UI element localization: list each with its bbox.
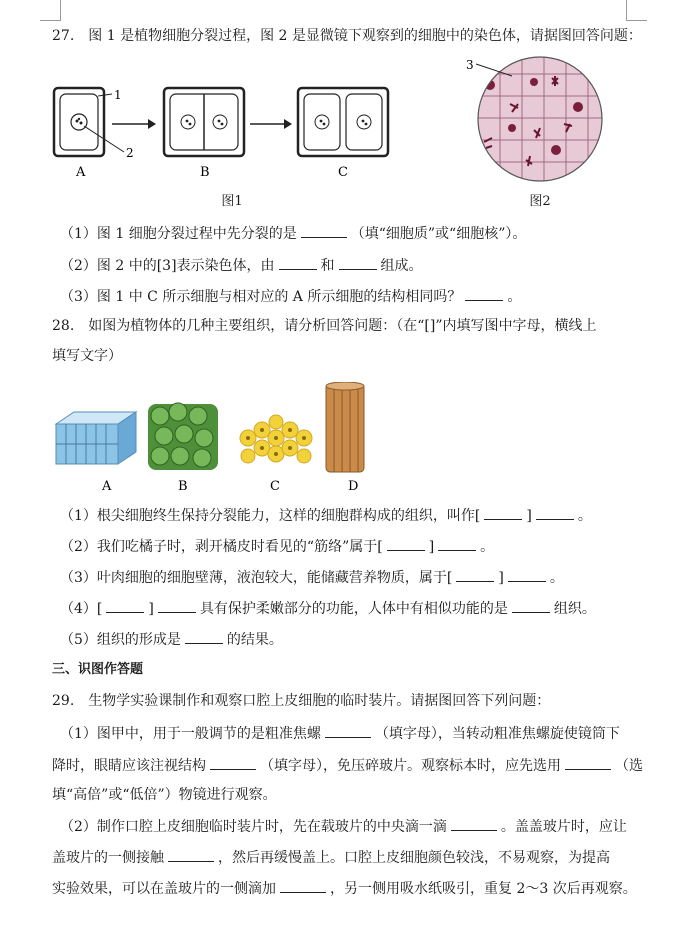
page-corner-mark [626, 0, 647, 21]
figure-2-caption: 图2 [529, 194, 551, 209]
cell-b-label: B [200, 165, 210, 180]
cell-c-diagram [298, 88, 388, 156]
cell-a-label: A [76, 165, 86, 180]
q27-sub2-and: 和 [320, 258, 335, 274]
q29-sub2-line-1 [60, 816, 627, 837]
q28-sub4-text: （4）[ [60, 601, 103, 617]
answer-blank[interactable] [279, 255, 317, 270]
label-2: 2 [126, 146, 134, 160]
q27-sub1-text: （1）图 1 细胞分裂过程中先分裂的是 [60, 226, 297, 242]
page-corner-mark [40, 0, 61, 21]
bracket-close: ] [148, 601, 154, 617]
q29-sub1-line-2 [52, 755, 643, 776]
figure-1-caption: 图1 [221, 194, 243, 209]
bracket-close: ] [498, 570, 504, 586]
arrow-icon [250, 119, 292, 129]
q28-sub2-tail: 。 [480, 539, 495, 555]
q29-stem: 29. 生物学实验课制作和观察口腔上皮细胞的临时装片。请据图回答下列问题： [52, 693, 551, 709]
answer-blank[interactable] [339, 255, 377, 270]
arrow-icon [112, 119, 156, 129]
q27-sub3-tail: 。 [507, 289, 522, 305]
q28-sub3 [60, 567, 564, 588]
label-3: 3 [466, 58, 474, 72]
answer-blank[interactable] [536, 505, 574, 520]
q27-sub3 [60, 286, 521, 307]
tissue-a-image [56, 412, 136, 464]
q28-stem-line-2: 填写文字） [52, 348, 122, 364]
q29-sub1-line-3: 填“高倍”或“低倍”）物镜进行观察。 [52, 787, 277, 803]
answer-blank[interactable] [301, 223, 347, 238]
answer-blank[interactable] [465, 286, 503, 301]
answer-blank[interactable] [210, 755, 256, 770]
q28-sub5 [60, 629, 283, 650]
answer-blank[interactable] [158, 598, 196, 613]
q28-sub3-tail: 。 [549, 570, 564, 586]
label-1: 1 [114, 88, 122, 102]
tissue-d-image [326, 382, 364, 472]
q29-sub2-l2-tail: ，然后再缓慢盖上。口腔上皮细胞颜色较浅，不易观察，为提高 [218, 850, 610, 866]
bracket-close: ] [526, 508, 532, 524]
q29-sub1-text: （1）图甲中，用于一般调节的是粗准焦螺 [60, 726, 321, 742]
q29-sub1-line-1 [60, 723, 620, 744]
answer-blank[interactable] [565, 755, 611, 770]
answer-blank[interactable] [456, 567, 494, 582]
answer-blank[interactable] [387, 536, 425, 551]
q28-sub1-tail: 。 [577, 508, 592, 524]
answer-blank[interactable] [185, 629, 223, 644]
section-heading: 三、识图作答题 [52, 662, 144, 677]
q29-sub2-text: （2）制作口腔上皮细胞临时装片时，先在载玻片的中央滴一滴 [60, 819, 447, 835]
q28-sub4-tail: 组织。 [553, 601, 596, 617]
answer-blank[interactable] [106, 598, 144, 613]
answer-blank[interactable] [484, 505, 522, 520]
q28-sub5-text: （5）组织的形成是 [60, 632, 181, 648]
figure-1-cell-division [50, 80, 400, 180]
q27-sub2 [60, 255, 423, 276]
q28-sub3-text: （3）叶肉细胞的细胞壁薄，液泡较大，能储藏营养物质，属于[ [60, 570, 453, 586]
q28-sub1 [60, 505, 592, 526]
q29-sub2-l3-text: 实验效果，可以在盖玻片的一侧滴加 [52, 881, 276, 897]
tissue-label-d: D [348, 479, 359, 494]
q29-sub1-l2-middle: （填字母），免压碎玻片。观察标本时，应先选用 [260, 758, 561, 774]
q27-sub2-text: （2）图 2 中的[3]表示染色体，由 [60, 258, 275, 274]
q28-sub2 [60, 536, 494, 557]
q29-sub2-line-2 [52, 847, 610, 868]
q28-sub2-text: （2）我们吃橘子时，剥开橘皮时看见的“筋络”属于[ [60, 539, 383, 555]
q29-sub2-tail: 。盖盖玻片时，应让 [500, 819, 627, 835]
q27-sub2-tail: 组成。 [380, 258, 423, 274]
q29-sub1-l2-tail: （选 [615, 758, 643, 774]
q28-sub1-text: （1）根尖细胞终生保持分裂能力，这样的细胞群构成的组织，叫作[ [60, 508, 481, 524]
q29-sub1-tail: （填字母），当转动粗准焦螺旋使镜筒下 [374, 726, 620, 742]
q29-sub2-l3-tail: ，另一侧用吸水纸吸引，重复 2～3 次后再观察。 [330, 881, 637, 897]
q27-sub1 [60, 223, 526, 244]
answer-blank[interactable] [451, 816, 497, 831]
answer-blank[interactable] [438, 536, 476, 551]
q29-sub2-line-3 [52, 878, 637, 899]
answer-blank[interactable] [168, 847, 214, 862]
q28-sub4-middle: 具有保护柔嫩部分的功能，人体中有相似功能的是 [199, 601, 508, 617]
q29-sub1-l2-text: 降时，眼睛应该注视结构 [52, 758, 206, 774]
answer-blank[interactable] [512, 598, 550, 613]
q29-sub2-l2-text: 盖玻片的一侧接触 [52, 850, 164, 866]
tissue-label-b: B [178, 479, 188, 494]
q27-stem: 27. 图 1 是植物细胞分裂过程，图 2 是显微镜下观察到的细胞中的染色体，请据图回答问题： [52, 28, 642, 44]
tissue-label-a: A [102, 479, 112, 494]
q28-stem-line-1: 28. 如图为植物体的几种主要组织，请分析回答问题：（在“[]”内填写图中字母，横线上 [52, 318, 597, 334]
figure-2-micrograph [460, 52, 610, 187]
cell-b-diagram [164, 88, 244, 156]
q27-sub1-hint: （填“细胞质”或“细胞核”）。 [350, 226, 527, 242]
bracket-close: ] [428, 539, 435, 555]
q28-sub5-tail: 的结果。 [226, 632, 283, 648]
tissue-label-c: C [270, 479, 280, 494]
tissue-c-image [240, 415, 312, 463]
q27-sub3-text: （3）图 1 中 C 所示细胞与相对应的 A 所示细胞的结构相同吗？ [60, 289, 462, 305]
answer-blank[interactable] [325, 723, 371, 738]
tissue-b-image [148, 403, 218, 470]
answer-blank[interactable] [508, 567, 546, 582]
q28-sub4 [60, 598, 596, 619]
cell-c-label: C [338, 165, 348, 180]
figure-plant-tissues [52, 382, 382, 494]
answer-blank[interactable] [280, 878, 326, 893]
